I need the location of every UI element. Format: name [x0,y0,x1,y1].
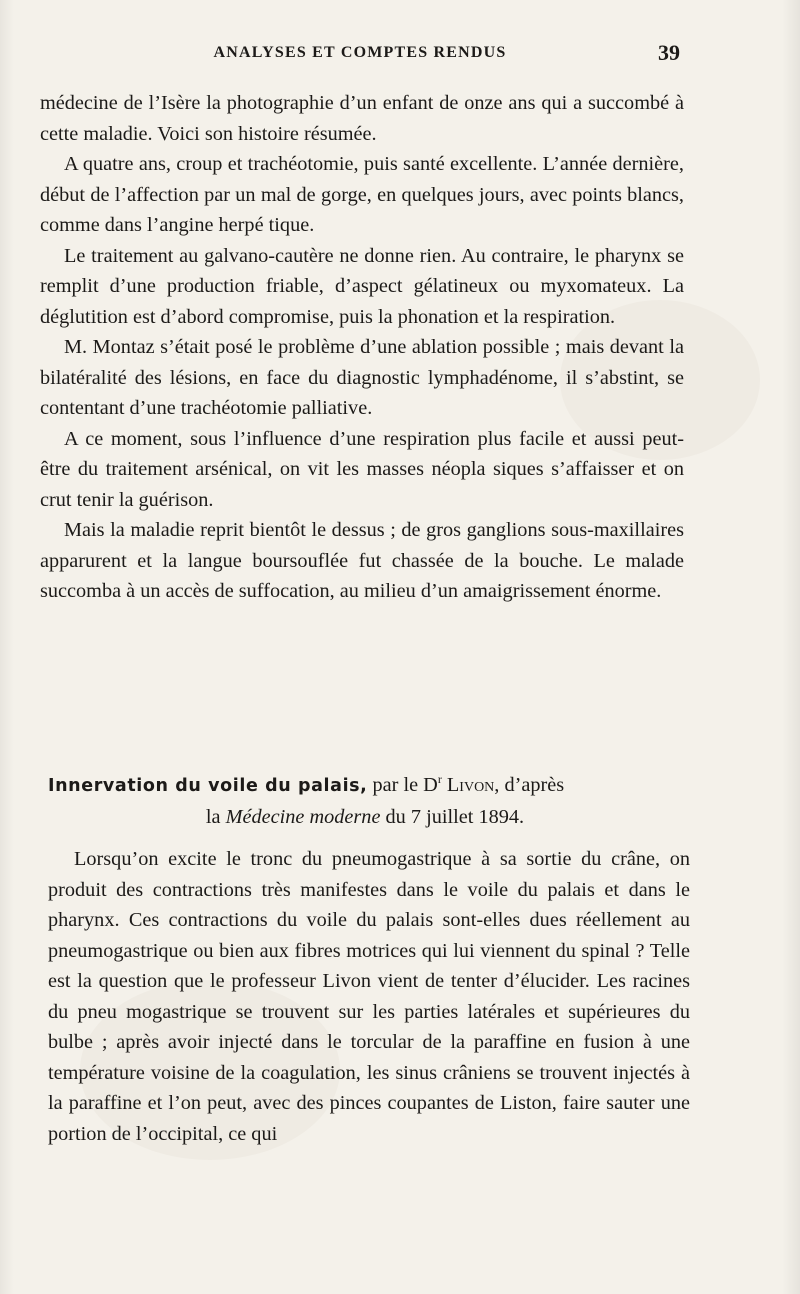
heading-line-2 [40,802,690,833]
paragraph [40,515,684,607]
text-line: quelques jours, avec points blancs, comme dans l’angine herpé [40,183,684,236]
paragraph [40,332,684,424]
page-number: 39 [658,40,680,65]
running-head: ANALYSES ET COMPTES RENDUS [213,44,507,61]
text-line: à une température voisine de la coagulation, les sinus crâniens [48,1031,691,1084]
source-prefix: la [205,805,226,828]
text-line: coupantes de Liston, faire sauter une portion de l’occipital, ce qui [48,1092,690,1145]
byline-suffix: , d’après [494,774,565,796]
text-line: A quatre ans, croup et trachéotomie, puis santé excellente. [64,153,543,175]
byline-prefix: par le D [367,774,438,796]
journal-title: Médecine moderne [225,805,381,828]
text-line: Le traitement au galvano-cautère ne donne rien. Au contraire, [64,244,575,267]
text-line: mogastrique se trouvent sur les parties latérales et supérieures du [126,1000,690,1023]
paragraph [48,844,690,1149]
text-line: ou myxomateux. La déglutition est d’abord compromise, puis la [40,275,684,328]
text-line: tique. [268,214,315,236]
text-line: se trouvent injectés à la paraffine et l’on peut, avec des pinces [48,1061,691,1114]
text-line: Mais la maladie reprit bientôt le dessus ; de gros ganglions [64,519,552,541]
text-line: palliative. [291,397,373,419]
text-line: médecine de l’Isère la photographie d’un enfant de onze ans qui [40,92,574,114]
body-text-bottom [48,844,690,1149]
text-line: phonation et la respiration. [397,305,616,328]
text-line: palais et dans le pharynx. Ces contractions du voile du palais [48,878,690,931]
text-line: sous-maxillaires apparurent et la langue boursouflée fut chassée [40,519,684,572]
source-date: du 7 juillet 1894. [380,805,525,828]
page-header [40,40,680,70]
text-line: crâne, on produit des contractions très manifestes dans le voile du [48,848,690,901]
text-line: milieu d’un amaigrissement énorme. [364,580,662,602]
paragraph [40,149,684,241]
text-line: mais devant la bilatéralité des lésions, en face du diagnostic [40,336,684,389]
text-line: bulbe ; après avoir injecté dans le torcular de la paraffine en fusion [48,1031,643,1053]
heading-line-1 [40,770,690,802]
section-heading [40,770,690,832]
text-line: a succombé à cette maladie. Voici son histoire résumée. [40,92,684,145]
doctor-abbrev-sup: r [437,772,442,787]
text-line: le pharynx se remplit d’une production friable, d’aspect gélatineux [40,244,684,297]
author-name: Livon [446,774,495,796]
section-title: Innervation du voile du palais, [48,776,368,796]
text-line: siques s’affaisser et on crut tenir la guérison. [40,458,684,511]
paragraph [40,88,684,149]
text-line: lymphadénome, il s’abstint, se contentant d’une trachéotomie [40,366,684,419]
text-line: motrices qui lui viennent du spinal ? Telle est la question que le [48,939,690,992]
paragraph [40,424,684,516]
text-line: Lorsqu’on excite le tronc du pneumogastrique à sa sortie du [74,848,612,870]
text-line: de la bouche. Le malade succomba à un accès de suffocation, au [40,549,684,602]
text-line: sont-elles dues réellement au pneumogastrique ou bien aux fibres [48,909,691,962]
body-text-top [40,88,684,607]
text-line: L’année dernière, début de l’affection par un mal de gorge, en [40,153,685,206]
paragraph [40,241,684,333]
text-line: M. Montaz s’était posé le problème d’une ablation possible ; [64,336,566,358]
text-line: A ce moment, sous l’influence d’une respiration plus facile et [64,427,595,450]
text-line: aussi peut-être du traitement arsénical, on vit les masses néopla [40,427,685,480]
text-line: professeur Livon vient de tenter d’élucider. Les racines du pneu [48,970,690,1023]
